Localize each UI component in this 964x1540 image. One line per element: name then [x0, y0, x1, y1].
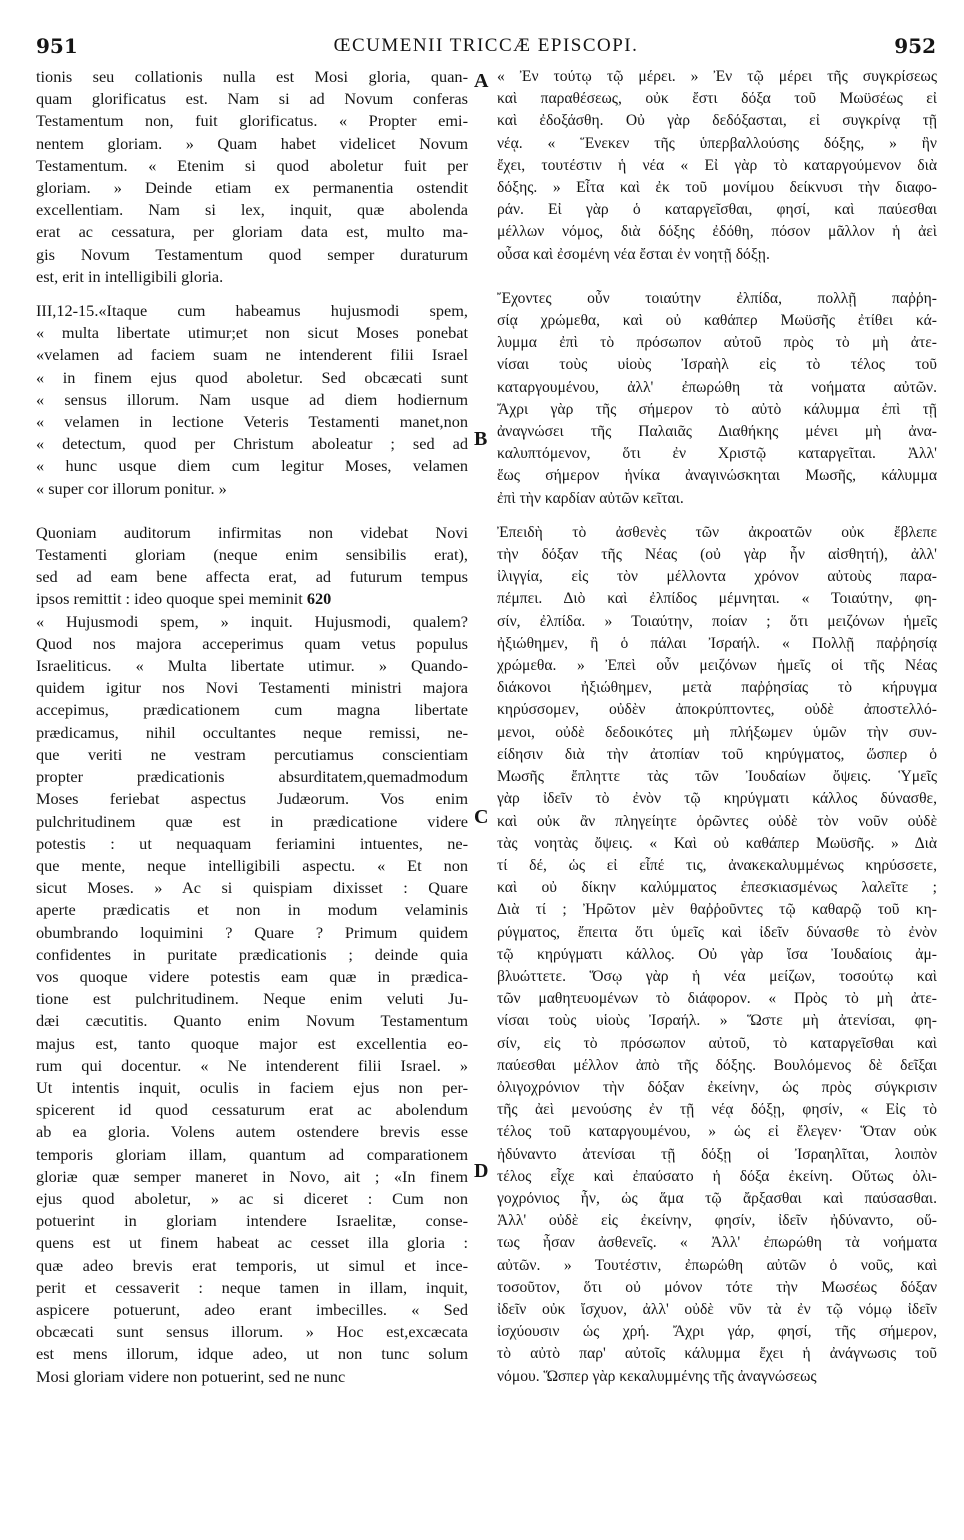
greek-text-line: δόξης. » Εἶτα καὶ ἐκ τοῦ μονίμου δείκνυσι τὴν διαφο-: [497, 179, 937, 197]
greek-text-line: Μωσῆς ἔπληττε τὰς τῶν Ἰουδαίων ὄψεις. Ὑμεῖς: [497, 768, 937, 786]
greek-text-line: γὰρ ἰδεῖν τὸ ἐνὸν τῷ κηρύγματι κάλλος δύνασθε,: [497, 790, 937, 808]
latin-text-line: Testamentum. « Etenim si quod aboletur fuit per: [36, 155, 468, 175]
greek-text-line: τὴν δόξαν τῆς Νέας (οὐ γὰρ ἦν αἰσθητή), ἀλλ': [497, 546, 937, 564]
latin-text-line: ab ea gloria. Volens autem ostendere brevis esse: [36, 1122, 468, 1142]
greek-text-line: τὰς νοητὰς ὄψεις. « Καὶ οὐ καθάπερ Μωϋσῆς. » Διὰ: [497, 834, 937, 852]
latin-text-line: « velamen in lectione Veteris Testamenti manet,non: [36, 412, 468, 432]
latin-text-line: Testamentum non, fuit glorificatus. « Propter emi-: [36, 111, 468, 131]
greek-text-line: παύεσθαι μέλλον ἀπὸ τῆς δόξης. Βουλόμενος δὲ δεῖξαι: [497, 1056, 937, 1074]
margin-letter-c: C: [474, 806, 489, 828]
latin-text-line: dæi cæcutitis. Quanto enim Novum Testamentum: [36, 1011, 468, 1031]
greek-text-line: καλυπτόμενον, ὅτι ἐν Χριστῷ καταργεῖται. Ἀλλ': [497, 445, 937, 463]
latin-text-line: « in finem ejus quod aboletur. Sed obcæcati sunt: [36, 367, 468, 387]
latin-text-line: « Hujusmodi spem, » inquit. Hujusmodi, qualem?: [36, 611, 468, 631]
latin-text-line: accepimus, prædicationem cum magna libertate: [36, 700, 468, 720]
latin-text-line: spicerent id quod cessaturum erat ac abolendum: [36, 1100, 468, 1120]
header-title: ŒCUMENII TRICCÆ EPISCOPI.: [333, 35, 639, 56]
latin-text-line: « super cor illorum ponitur. »: [36, 478, 227, 498]
latin-text-line: III,12-15.«Itaque cum habeamus hujusmodi spem,: [36, 301, 468, 321]
latin-text-line: aperte prædicatis et non in modum velaminis: [36, 900, 468, 920]
greek-text-line: μενοι, οὐδὲ δεδοικότες μὴ πλήξωμεν ὑμῶν τὴν συν-: [497, 723, 937, 741]
greek-text-line: κηρύσσομεν, οὐδὲν ἀποκρύπτοντες, οὐδὲ ἀποστελλό-: [497, 701, 937, 719]
latin-text-line: quens est ut finem habeat ac cesset illa gloria :: [36, 1233, 468, 1253]
latin-text-line: vos quoque videre potestis eam quæ in prædica-: [36, 966, 468, 986]
page-number-right: 952: [894, 34, 936, 58]
latin-text-line: erat ac cessatura, per gloriam data est, multo ma-: [36, 222, 468, 242]
greek-text-line: χρώμεθα. » Ἐπεὶ οὖν μειζόνων ἡμεῖς οἱ τῆς Νέας: [497, 657, 937, 675]
greek-text-line: ἰδεῖν οὐκ ἴσχυον, ἀλλ' οὐδὲ νῦν τὰ ἐν τῷ νόμῳ ἰδεῖν: [497, 1300, 937, 1318]
greek-text-line: γοχρόνιος ἦν, ὡς ἅμα τῷ ἄρξασθαι καὶ παύσασθαι.: [497, 1189, 937, 1207]
greek-text-line: καὶ οὐ δίκην καλύμματος ἐπεσκιασμένως λαλεῖτε ;: [497, 879, 937, 897]
latin-text-line: Ut intentis inquit, oculis in faciem ejus non per-: [36, 1077, 468, 1097]
latin-text-line: potuerint in gloriam intendere Israelitæ, conse-: [36, 1211, 468, 1231]
latin-text-line: tionis seu collationis nulla est Mosi gloria, quan-: [36, 67, 468, 86]
running-header: [36, 34, 936, 62]
greek-text-line: σίν, εἰς τὸ πρόσωπον αὐτοῦ, τὸ καταργεῖσθαι καὶ: [497, 1034, 937, 1052]
margin-letter-b: B: [474, 428, 488, 450]
greek-text-line: τοσοῦτον, ὅτι οὐ μόνον τότε τὴν Μωσέως δόξαν: [497, 1278, 937, 1296]
greek-text-line: ἐπὶ τὴν καρδίαν αὐτῶν κεῖται.: [497, 489, 684, 507]
latin-text-line: Testamenti gloriam (neque enim sensibilis erat),: [36, 545, 468, 565]
greek-text-line: καὶ οὐκ ἂν πληγείητε ὁρῶντες οὐδὲ τὸν νοῦν οὐδὲ: [497, 812, 937, 830]
greek-text-line: πέμπει. Διὸ καὶ ἐλπίδος μέμνηται. « Τοιαύτην, φη-: [497, 590, 937, 608]
greek-text-line: σίᾳ χρώμεθα, καὶ οὐ καθάπερ Μωϋσῆς ἐτίθει κά-: [497, 312, 937, 330]
greek-text-line: τέλος τοῦ καταργουμένου, » ὡς εἰ ἔλεγεν· Ὅταν οὐκ: [497, 1123, 937, 1141]
greek-text-line: τῶν μαθητευομένων τὸ διάφορον. « Πρὸς τὸ μὴ ἀτε-: [497, 990, 937, 1008]
greek-text-line: νίσαι τοὺς υἱοὺς Ἰσραὴλ εἰς τὸ τέλος τοῦ: [497, 356, 937, 374]
latin-text-line: est mens illorum, idque adeo, ut non tunc solum: [36, 1344, 468, 1364]
greek-text-line: τῷ κηρύγματι κάλλος. Οὐ γὰρ ἴσα Ἰουδαίοις ἀμ-: [497, 945, 937, 963]
greek-text-line: τέλος εἶχε καὶ ἐπαύσατο ἡ δόξα ἐκείνη. Οὕτως ὀλι-: [497, 1167, 937, 1185]
greek-text-line: ἰλιγγία, εἰς τὸν μέλλοντα χρόνον αὐτοὺς παρα-: [497, 568, 937, 586]
latin-text-line: « sensus illorum. Nam usque ad diem hodiernum: [36, 389, 468, 409]
latin-text-line: obcæcati sunt sensus illorum. » Hoc est,excæcata: [36, 1322, 468, 1342]
greek-text-line: ἀναγνώσει τῆς Παλαιᾶς Διαθήκης μένει μὴ ἀνα-: [497, 423, 937, 441]
greek-text-line: λυμμα ἐπὶ τὸ πρόσωπον αὐτοῦ πρὸς τὸ μὴ ἀτε-: [497, 334, 937, 352]
greek-text-line: βλυώττετε. Ὅσῳ γὰρ ἡ νέα μείζων, τοσούτῳ καὶ: [497, 967, 937, 985]
latin-text-line: Quod nos majora acceperimus quam vetus populus: [36, 633, 468, 653]
latin-text-line: quam glorificatus est. Nam si ad Novum conferas: [36, 89, 468, 109]
greek-text-line: Ἀλλ' οὐδὲ εἰς ἐκείνην, φησίν, ἰδεῖν ἠδύναντο, οὕ-: [497, 1212, 937, 1230]
latin-text-line: obumbrando loquimini ? Quare ? Primum quidem: [36, 922, 468, 942]
latin-text-line: «velamen ad faciem suam ne intenderent filii Israel: [36, 345, 468, 365]
greek-text-line: ἰσχύουσιν ὡς χρή. Ἄχρι γάρ, φησί, τῆς σήμερον,: [497, 1323, 937, 1341]
latin-column: [36, 66, 468, 1388]
latin-text-line: sed ad eam bene affecta erat, ad futurum tempus: [36, 567, 468, 587]
latin-text-line: prædicamus, nihil occultantes neque remissi, ne-: [36, 722, 468, 742]
greek-text-line: τὸ αὐτὸ παρ' αὐτοῖς κάλυμμα ἔχει ἡ ἀνάγνωσις τοῦ: [497, 1345, 937, 1363]
latin-text-line: perit et cessaverit : neque tamen in illam, inquit,: [36, 1277, 468, 1297]
column-number: 620: [306, 589, 332, 609]
latin-text-line: pulchritudinem quæ est in prædicatione videre: [36, 811, 468, 831]
latin-text-line: sicut Moses. » Ac si quispiam dixisset : Quare: [36, 878, 468, 898]
latin-paragraph: [36, 66, 468, 288]
greek-text-line: καὶ ἐδοξάσθη. Οὐ γὰρ δεδόξασται, εἰ συγκρίνᾳ τῇ: [497, 112, 937, 130]
greek-text-line: ρύγματος, ἔπειτα ὅτι ὑμεῖς καὶ ἰδεῖν δύνασθε τὸ ἐνὸν: [497, 923, 937, 941]
latin-paragraph: [36, 522, 468, 1388]
latin-text-line: ejus quod aboletur, » ac si diceret : Cum non: [36, 1188, 468, 1208]
margin-letter-d: D: [474, 1160, 489, 1182]
latin-text-line: quidem igitur nos Novi Testamenti ministri majora: [36, 678, 468, 698]
greek-text-line: Ἐπειδὴ τὸ ἀσθενὲς τῶν ἀκροατῶν οὐκ ἔβλεπε: [497, 523, 937, 541]
greek-text-line: τῆς ἀεὶ μενούσης ἐν τῇ νέᾳ δόξῃ, φησίν, « Εἰς τὸ: [497, 1101, 937, 1119]
latin-text-line: est, erit in intelligibili gloria.: [36, 266, 224, 286]
latin-text-line: temporis gloriam illam, quantum ad comparationem: [36, 1144, 468, 1164]
latin-text-line: propter prædicationis absurditatem,quemadmodum: [36, 767, 468, 787]
greek-text-line: τως ἦσαν ἀσθενεῖς. « Ἀλλ' ἐπωρώθη τὰ νοήματα: [497, 1234, 937, 1252]
latin-paragraph: [36, 300, 468, 500]
greek-text-line: Ἄχρι γὰρ τῆς σήμερον τὸ αὐτὸ κάλυμμα ἐπὶ τῇ: [497, 400, 937, 418]
latin-text-line: que mente, neque intelligibili aspectu. « Et non: [36, 855, 468, 875]
latin-text-line: quæ adeo brevis erat temporis, ut simul et ince-: [36, 1255, 468, 1275]
greek-text-line: μέλλων νόμος, διὰ δόξης ἐδόθη, πόσον μᾶλλον ἡ ἀεὶ: [497, 223, 937, 241]
page-number-left: 951: [36, 34, 78, 58]
greek-text-line: οὖσα καὶ ἐσομένη νέα ἔσται ἐν νοητῇ δόξῃ.: [497, 245, 770, 263]
latin-text-line: « detectum, quod per Christum aboleatur ; sed ad: [36, 434, 468, 454]
latin-text-line: Mosi gloriam videre non potuerint, sed ne nunc: [36, 1366, 346, 1386]
latin-text-line: aspicere potuerunt, adeo erant imbecilles. « Sed: [36, 1299, 468, 1319]
latin-text-line: excellentiam. Nam si lex, inquit, quæ abolenda: [36, 200, 468, 220]
greek-text-line: ἠξιώθημεν, ἢ ὁ πάλαι Ἰσραήλ. « Πολλῇ παῤῥησίᾳ: [497, 634, 937, 652]
greek-text-line: αὐτῶν. » Τουτέστιν, ἐπωρώθη αὐτῶν ὁ νοῦς, καὶ: [497, 1256, 937, 1274]
latin-text-line: nentem gloriam. » Quam habet videlicet Novum: [36, 133, 468, 153]
latin-text-line: que veriti ne vestram percutiamus conscientiam: [36, 744, 468, 764]
latin-text-line: Quoniam auditorum infirmitas non videbat Novi: [36, 522, 468, 542]
greek-text-line: ἔχει, τουτέστιν ἡ νέα « Εἰ γὰρ τὸ καταργούμενον διὰ: [497, 156, 937, 174]
greek-text-line: καταργουμένου, ἀλλ' ἐπωρώθη τὰ νοήματα αὐτῶν.: [497, 378, 937, 396]
greek-text-line: είδησιν διὰ τὴν ἀτοπίαν τοῦ κηρύγματος, ὥσπερ ὁ: [497, 745, 937, 763]
greek-text-line: τί δέ, ὡς εἰ εἶπέ τις, ἀνακεκαλυμμένως κηρύσσετε,: [497, 856, 937, 874]
latin-text-line: Moses feriebat aspectus Judæorum. Vos enim: [36, 789, 468, 809]
latin-text-line: tione est pulchritudinem. Neque enim veluti Ju-: [36, 989, 468, 1009]
latin-text-line: gloriam. » Deinde etiam ex permanentia ostendit: [36, 178, 468, 198]
latin-text-line: majus est, tanto quoque major est excellentia eo-: [36, 1033, 468, 1053]
greek-text-line: ὀλιγοχρόνιον τὴν δόξαν ἐκείνην, ὡς πρὸς σύγκρισιν: [497, 1078, 937, 1096]
latin-text-line: gloriæ quæ semper maneret in Novo, ait ; «In finem: [36, 1166, 468, 1186]
greek-text-line: ἕως σήμερον ἡνίκα ἀναγινώσκηται Μωσῆς, κάλυμμα: [497, 467, 937, 485]
latin-text-line: confidentes in puritate prædicationis ; deinde quia: [36, 944, 468, 964]
greek-paragraph: [497, 288, 937, 510]
margin-letter-a: A: [474, 70, 489, 92]
greek-text-line: διάκονοι ἠξιώθημεν, μετὰ παῤῥησίας τὸ κήρυγμα: [497, 679, 937, 697]
greek-text-line: νίσαι τοὺς υἱοὺς Ἰσραήλ. » Ὥστε μὴ ἀτενίσαι, φη-: [497, 1012, 937, 1030]
latin-text-line: ipsos remittit : ideo quoque spei meminit 620: [36, 589, 332, 609]
latin-text-line: « hunc usque diem cum legitur Moses, velamen: [36, 456, 468, 476]
greek-text-line: Ἔχοντες οὖν τοιαύτην ἐλπίδα, πολλῇ παῤῥη-: [497, 289, 937, 307]
greek-paragraph: [497, 66, 937, 266]
latin-text-line: Israeliticus. « Multa libertate utimur. » Quando-: [36, 656, 468, 676]
greek-text-line: σίν, ἐλπίδα. » Τοιαύτην, ποίαν ; ὅτι μειζόνων ἡμεῖς: [497, 612, 937, 630]
greek-text-line: νόμου. Ὥσπερ γὰρ κεκαλυμμένης τῆς ἀναγνώσεως: [497, 1367, 817, 1385]
latin-text-line: potestis : ut nequaquam feriamini intuentes, ne-: [36, 833, 468, 853]
greek-text-line: νέᾳ. « Ἕνεκεν τῆς ὑπερβαλλούσης δόξης, » ἣν: [497, 134, 937, 152]
greek-paragraph: [497, 522, 937, 1388]
greek-text-line: ράν. Εἰ γὰρ ὁ καταργεῖσθαι, φησί, καὶ παύεσθαι: [497, 201, 937, 219]
latin-text-line: gis Novum Testamentum quod semper duraturum: [36, 244, 468, 264]
greek-text-line: καὶ παραθέσεως, οὐκ ἔστι δόξα τοῦ Μωϋσέως εἰ: [497, 90, 937, 108]
greek-column: [497, 66, 937, 1388]
latin-text-line: « multa libertate utimur;et non sicut Moses ponebat: [36, 323, 468, 343]
latin-text-line: rum qui docentur. « Ne intenderent filii Israel. »: [36, 1055, 468, 1075]
greek-text-line: Διὰ τί ; Ἠρῶτον μὲν θαῤῥοῦντες τῷ καθαρῷ τοῦ κη-: [497, 901, 937, 919]
greek-text-line: « Ἐν τούτῳ τῷ μέρει. » Ἐν τῷ μέρει τῆς συγκρίσεως: [497, 68, 937, 85]
greek-text-line: ἠδύναντο ἀτενίσαι τῇ δόξῃ οἱ Ἰσραηλῖται, λοιπὸν: [497, 1145, 937, 1163]
